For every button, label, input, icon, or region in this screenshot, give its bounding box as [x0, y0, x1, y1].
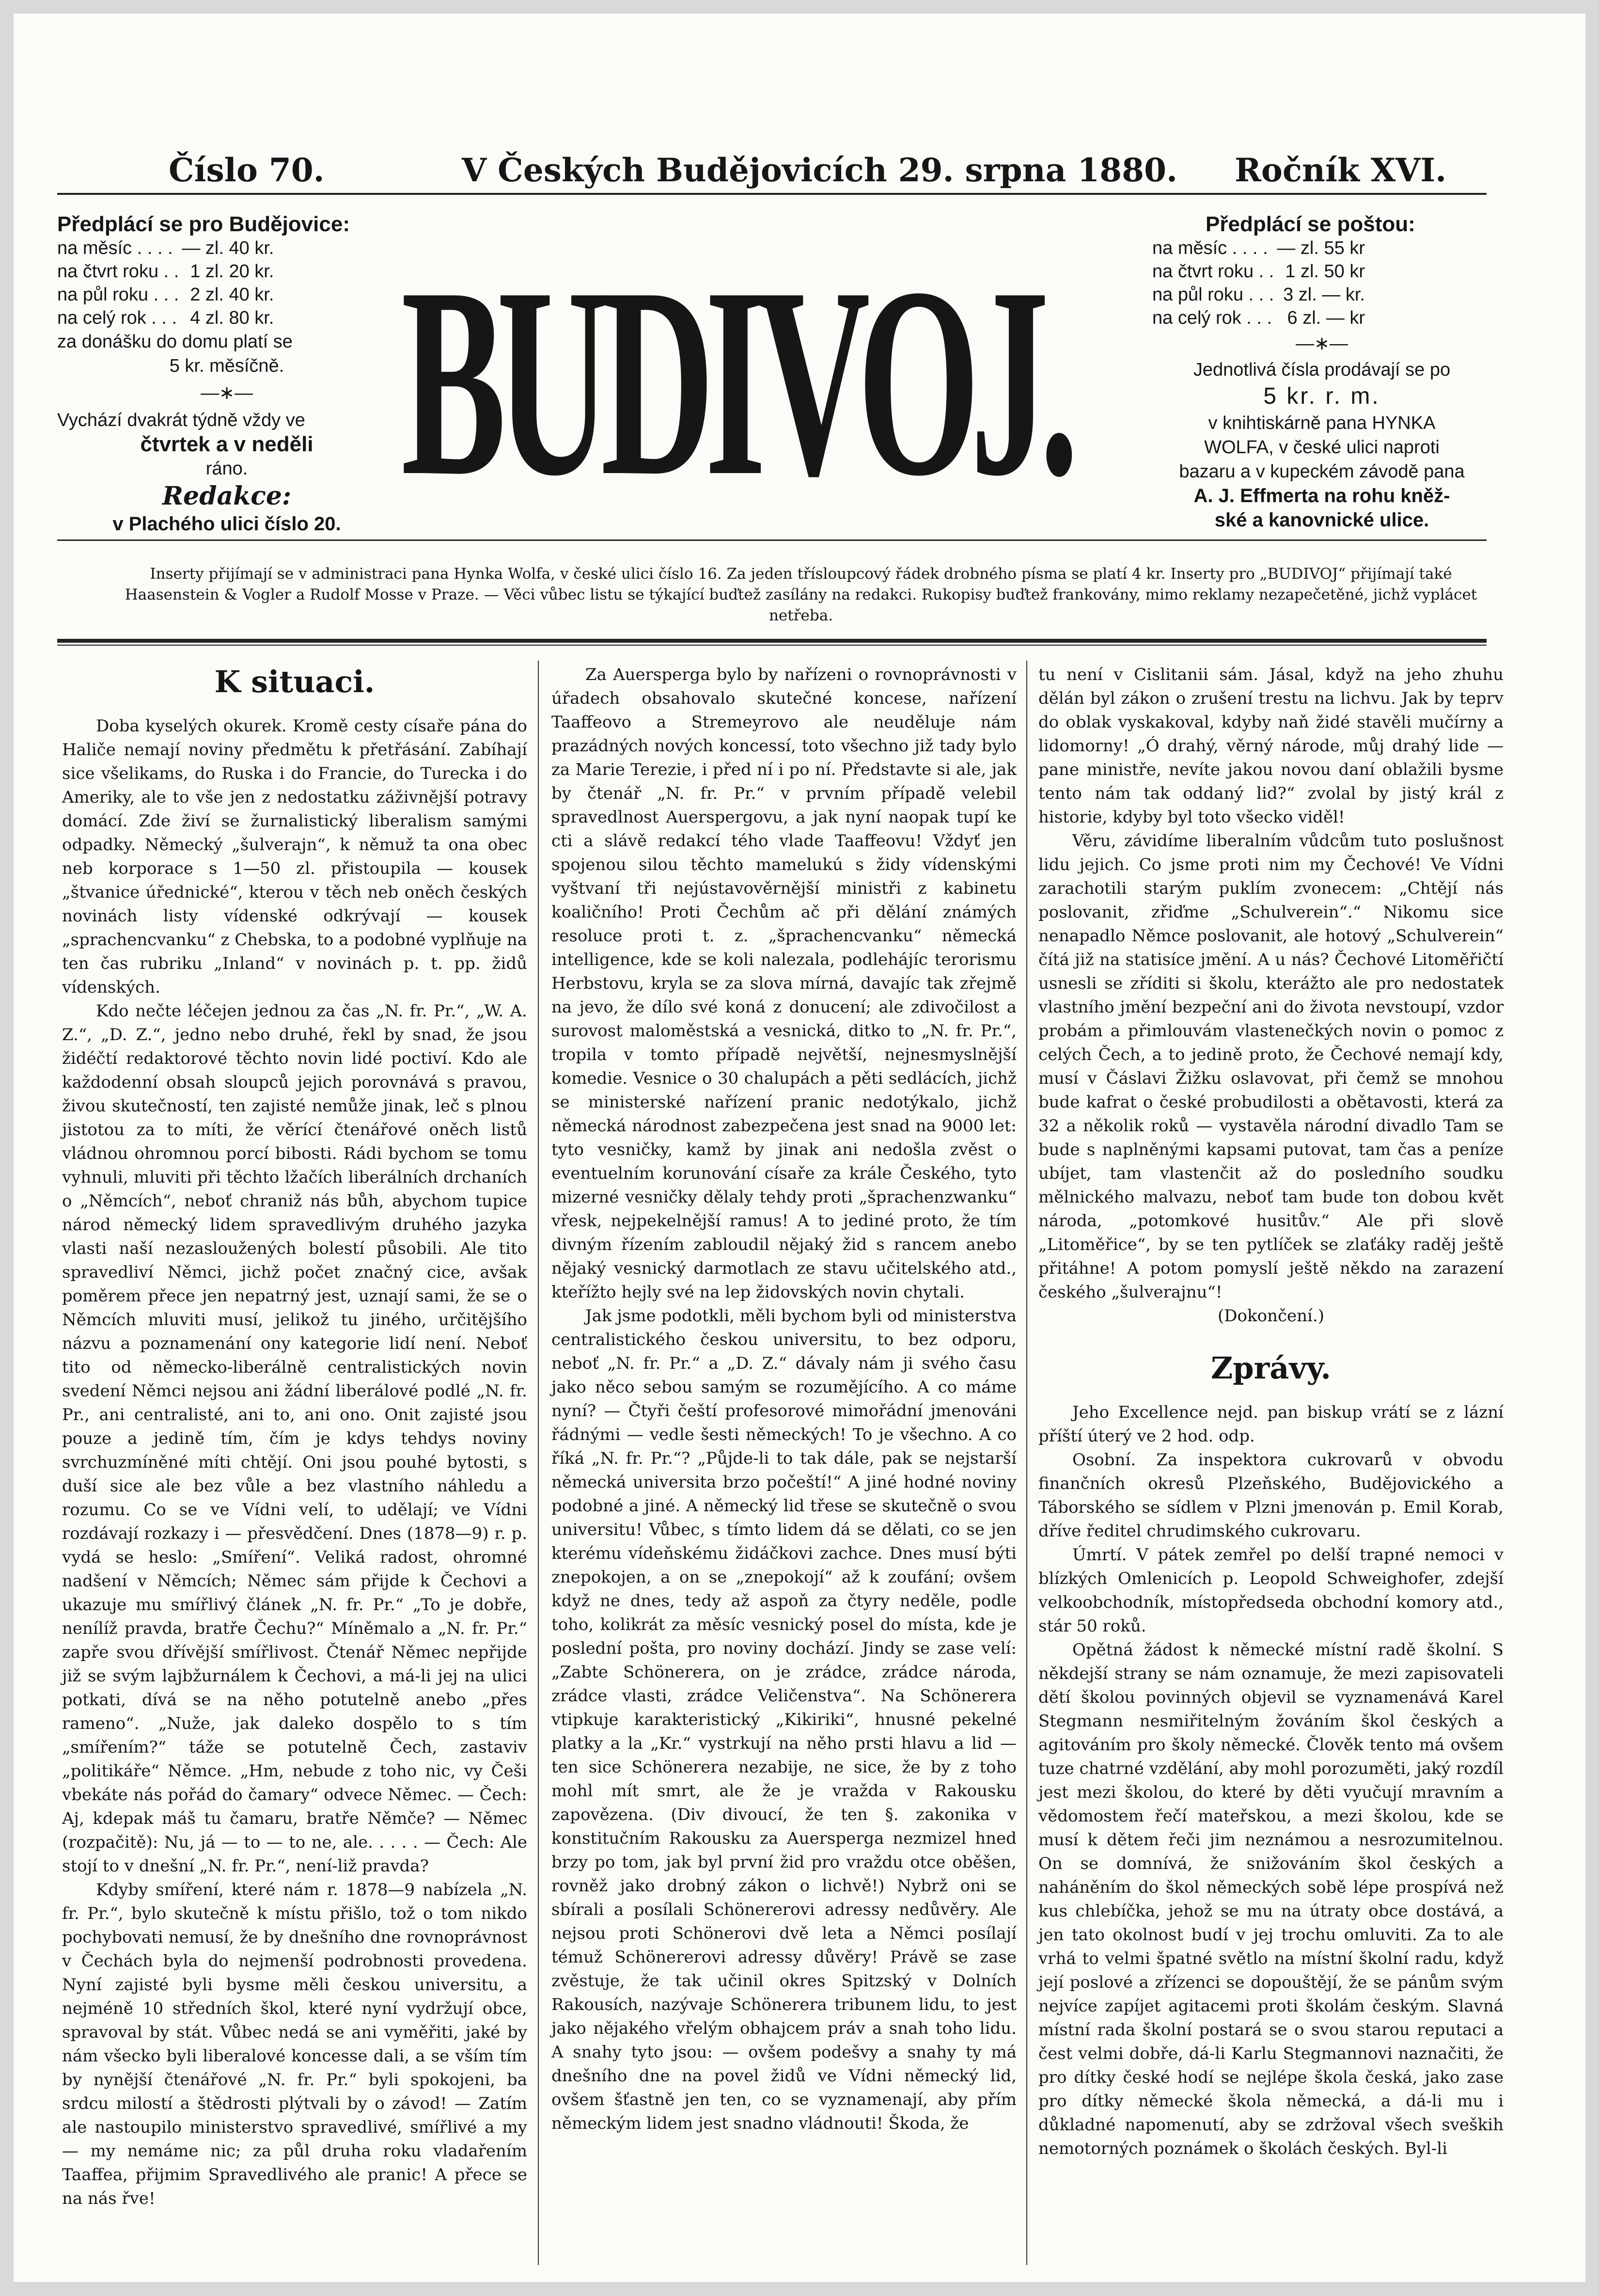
article-paragraph: Kdo nečte léčejen jednou za čas „N. fr. Pr.“, „W. A. Z.“, „D. Z.“, jedno nebo druhé, řekl by snad, že jsou židéčtí redaktorové těchto novin lidé poctiví. Kdo ale každodenní obsah sloupců jejich porovnává s pravou, živou skutečností, ten zajisté nemůže jinak, leč s plnou jistotou za to míti, že věrící čtenářové oněch listů vládnou ohromnou porcí bibosti. Rádi bychom se tomu vyhnuli, mluviti při těchto lžačích liberálních drchaních o „Němcích“, neboť chraniž nás bůh, abychom tupice národ německý lidem spravedlivým druhého jazyka vlasti naší nezasloužených bolestí působili. Ale tito spravedliví Němci, jichž počet značný cice, avšak poměrem přece jen nepatrný jest, uznají sami, že se o Němcích mluviti musí, jelikož tu jiného, určitějšího názvu a poznamenání ony kategorie lidí není. Neboť tito od německo-liberálně centralistických novin svedení Němci nejsou ani žádní liberálové podlé „N. fr. Pr., ani centralisté, ani to, ani ono. Onit zajisté jsou pouze a jedině tím, čím je kdys tehdys noviny svrchuzmíněné míti chtějí. Oni jsou pouhé bytosti, s duší sice ale bez vůle a bez vlastního náhledu a rozumu. Co se ve Vídni velí, to udělají; ve Vídni rozdávají rozkazy i — přesvědčení. Dnes (1878—9) r. p. vydá se heslo: „Smíření“. Veliká radost, ohromné nadšení v Němcích; Němec sám přijde k Čechovi a ukazuje mu smířlivý článek „N. fr. Pr.“ „To je dobře, nenílíž pravda, bratře Čechu?“ Míněmalo a „N. fr. Pr.“ zapře svou dřívější smířlivost. Čtenář Němec nepřijde již se svým lajbžurnálem k Čechovi, a má-li jej na ulici potkati, dívá se na něho potutelně anebo „přes rameno“. „Nuže, jak daleko dospělo to s tím „smířením?“ táže se potutelně Čech, zastaviv „politikáře“ Němce. „Hm, nebude z toho nic, vy Češi vbekáte nás pořád do čamary“ odvece Němec. — Čech: Aj, kdepak máš tu čamaru, bratře Němče? — Němec (rozpačitě): Nu, já — to — to ne, ale. . . . . — Čech: Ale stojí to v dnešní „N. fr. Pr.“, není-liž pravda?: [62, 1001, 527, 1876]
subscription-local-heading: Předplácí se pro Budějovice:: [57, 212, 350, 236]
sales-point-line: A. J. Effmerta na rohu kněž-: [1193, 485, 1450, 507]
newspaper-page: [14, 14, 1585, 2282]
sales-point-line: v knihtiskárně pana HYNKA: [1208, 413, 1436, 433]
masthead-rule: [57, 539, 1487, 541]
article-paragraph: Doba kyselých okurek. Kromě cesty císaře pána do Haliče nemají noviny předmětu k přetřásání. Zabíhají sice všelikams, do Ruska i do Francie, do Turecka i do Ameriky, ale to vše jen z nedostatku záživnější potravy domácí. Zde živí se žurnalistický liberalism samými odpadky. Německý „šulverajn“, k němuž ta ona obec neb korporace s 1—50 zl. přistoupila — kousek „štvanice úřednické“, kterou v těch neb oněch českých novinách listy vídenské odkrývají — kousek „sprachencvanku“ z Chebska, to a podobné vyplňuje na ten čas rubriku „Inland“ v novinách p. t. pp. židů vídenských.: [62, 716, 527, 997]
price-row: na měsíc . . . . — zl. 40 kr.: [57, 238, 274, 258]
single-issue-price: 5 kr. r. m.: [1263, 383, 1380, 409]
delivery-note: za donášku do domu platí se: [57, 332, 293, 352]
news-item: Opětná žádost k německé místní radě školní. S někdejší strany se nám oznamuje, že mezi zapisovateli dětí školou povinných objevil se vyznamenává Karel Stegmann nesmiřitelným žováním škol českých a agitováním pro školy německé. Člověk tento má ovšem tuze chatrné vzdělání, aby mohl porozuměti, jaký rozdíl jest mezi školou, do které by děti vyučují mravním a vědomostem řečí mateřskou, a mezi školou, kde se musí k dětem řeči jim neznámou a nesrozumitelnou. On se domnívá, že snižováním škol českých a naháněním do škol německých sobě lépe prospívá než kus chlebíčka, jehož se mu na útraty obce dostává, a jen tato okolnost budí v jej trochu omluviti. Za to ale vrhá to velmi špatné světlo na místní školní radu, když její poslové a zřízenci se dopouštějí, že se pánům svým nejvíce zapíjet agitacemi proti školám českým. Slavná místní rada školní postará se o svou starou reputaci a čest velmi dobře, dá-li Karlu Stegmannovi naznačiti, že pro dítky české hodí se nejlépe škola česká, jako zase pro dítky německé škola německá, a dá-li mu i důkladné napomenutí, aby se zdržoval všech sveških nemotorných poznámek o školách českých. Byl-li: [1038, 1640, 1504, 2158]
subscription-post-box: [1152, 212, 1491, 532]
column-divider: [1026, 661, 1027, 2265]
ornament-divider: —∗—: [1296, 333, 1348, 354]
price-row: na půl roku . . . 2 zl. 40 kr.: [57, 285, 274, 305]
sales-point-line: bazaru a v kupeckém závodě pana: [1179, 461, 1465, 482]
article-paragraph: Kdyby smíření, které nám r. 1878—9 nabízela „N. fr. Pr.“, bylo skutečně k místu přišlo, tož o tom nikdo pochybovati nemusí, že by dnešního dne rovnoprávnost v Čechách byla do nejmenší podrobnosti provedena. Nyní zajisté byli bysme měli českou universitu, a nejméně 10 středních škol, které nyní vydržují obce, spravoval by stát. Vůbec nedá se ani vyměřiti, jaké by nám všecko byli liberalové koncesse dali, a se vším tím by nynější čtenářové „N. fr. Pr.“ byli spokojeni, ba srdcu milostí a štědrosti plýtvali by o závod! — Zatím ale nastoupilo ministerstvo spravedlivé, smířlivé a my — my nemáme nic; za půl druha roku vladařením Taaffea, přijmim Spravedlivého ale pranic! A přece se na nás řve!: [62, 1880, 527, 2208]
double-rule-thin: [57, 645, 1487, 646]
column-3: [1038, 663, 1504, 2161]
redakce-address: v Plachého ulici číslo 20.: [112, 513, 341, 535]
publish-days: čtvrtek a v neděli: [140, 432, 314, 456]
redakce-title: Redakce:: [162, 481, 292, 511]
sales-point-line: ské a kanovnické ulice.: [1214, 509, 1429, 531]
place-date: V Českých Budějovicích 29. srpna 1880.: [462, 151, 1178, 189]
article-paragraph: Věru, závidíme liberalním vůdcům tuto poslušnost lidu jejich. Co jsme proti nim my Čechové! Ve Vídni zarachotili starým puklím zvonecem: „Chtějí nás poslovanit, zřiďme „Schulverein“.“ Nikomu sice nenapadlo Němce poslovanit, ale hotový „Schulverein“ čítá již na statisíce jmění. A u nás? Čechové Litoměřičtí usnesli se zříditi si školu, kterážto ale pro nedostatek vlastního jmění bezpeční ani do života nevstoupí, vzdor probám a přimlouvám vlastenečkých novin o pomoc z celých Čech, a to jedině proto, že Čechové nemají kdy, musí v Čáslavi Žižku oslavovat, při čemž se mnohou bude kafrat o české probudilosti a obětavosti, která za 32 a několik roků — vystavěla národní divadlo Tam se bude s naplněnými kapsami putovat, tam čas a peníze ubíjet, tam vlastenčit až do posledního soudku mělnického malvazu, neboť tam bude ton dobou květ národa, „potomkové husitův.“ Ale při slově „Litoměřice“, by se ten pytlíček se zlaťáky raděj ještě přitáhne! A potom pomyslí ještě někdo na zarazení českého „šulverajnu“!: [1038, 831, 1504, 1302]
price-row: na půl roku . . . 3 zl. — kr.: [1152, 285, 1365, 305]
article-paragraph: Jak jsme podotkli, měli bychom byli od ministerstva centralistického českou universitu, to bez odporu, neboť „N. fr. Pr.“ a „D. Z.“ dávaly nám ji svého času jako něco sebou samým se rozumějícího. A co máme nyní? — Čtyři čeští profesorové mimořádní jmenováni řádnými — vedle šesti německých! To je všechno. A co říká „N. fr. Pr.“? „Půjde-li to tak dále, pak se nejstarší německá universita brzo počeští!“ A jiné hodné noviny podobné a jiné. A německý lid třese se skutečně o svou universitu! Vůbec, s tímto lidem dá se dělati, co se jen kterému vídeňskému židáčkovi zachce. Dnes musí býti znepokojen, a on se „znepokojí“ až k zoufání; ovšem když ne dnes, tedy až aspoň za čtyry neděle, podle toho, kolikrát za měsíc vesnický posel do místa, kde je poslední pošta, pro noviny dochází. Jindy se zase velí: „Zabte Schönerera, on je zrádce, zrádce národa, zrádce vlasti, zrádce Veličenstva“. Na Schönerera vtipkuje karakteristický „Kikiriki“, hnusné pekelné platky a la „Kr.“ vystrkují na něho prsti hlavu a lid — ten sice Schönerera nezabije, ne sice, že by z toho mohl mít smrt, ale že je vražda v Rakousku zapovězena. (Div divoucí, že ten §. zakonika v konstitučním Rakousku za Auersperga nezmizel hned brzy po tom, jak byl první žid pro vraždu otce oběšen, rovněž jako drobný zákon o lichvě!) Nybrž oni se sbírali a posílali Schönererovi adressy nedůvěry. Ale nejsou proti Schönerovi dvě leta a Němci posílají témuž Schönererovi adressy důvěry! Právě se zase zvěstuje, že tak učinil okres Spitzský v Dolních Rakousích, nazývaje Schönerera tribunem lidu, to jest jako nějakého vřelým obhajcem práv a snah toho lidu. A snahy tyto jsou: — ovšem podešvy a snahy ty má dnešního dne na povel židů ve Vídni německý lid, ovšem šťastně jen ten, co se vyznamenají, aby přím německým lidem jest snadno vládnouti! Škoda, že: [551, 1306, 1017, 2133]
subscription-post-heading: Předplácí se poštou:: [1206, 212, 1415, 236]
news-item: Úmrtí. V pátek zemřel po delší trapné nemoci v blízkých Omlenicích p. Leopold Schweighofer, zdejší velkoobchodník, místopředseda obchodní komory atd., stár 50 roků.: [1038, 1545, 1504, 1636]
column-divider: [538, 661, 539, 2265]
subscription-local-table: [57, 237, 277, 330]
news-item: Osobní. Za inspektora cukrovarů v obvodu finančních okresů Plzeňského, Budějovického a Táborského se sídlem v Plzni jmenován p. Emil Korab, dříve ředitel chrudimského cukrovaru.: [1038, 1450, 1504, 1541]
delivery-price: 5 kr. měsíčně.: [169, 356, 284, 376]
masthead-title: BUDIVOJ.: [401, 232, 1069, 532]
article-paragraph: tu není v Cislitanii sám. Jásal, když na jeho zhuhu dělán byl zákon o zrušení trestu na lichvu. Jak by teprv do oblak vyskakoval, kdyby naň židé stavěli mučírny a lidomorny! „Ó drahý, věrný národe, můj drahý lide — pane ministře, nevíte jakou novou daní oblažili bysme tento nám tak oddaný lid?“ zvolal by jistý král z historie, kdyby byl toto všecko viděl!: [1038, 665, 1504, 827]
article-heading: K situaci.: [214, 664, 375, 699]
news-heading: Zprávy.: [1211, 1350, 1331, 1386]
article-continued-note: (Dokončení.): [1218, 1306, 1324, 1326]
price-row: na měsíc . . . . — zl. 55 kr: [1152, 238, 1365, 258]
column-2: [551, 663, 1017, 2136]
price-row: na čtvrt roku . . 1 zl. 20 kr.: [57, 261, 274, 282]
volume-number: Ročník XVI.: [1235, 151, 1447, 189]
column-1: [62, 663, 527, 2211]
news-item: Jeho Excellence nejd. pan biskup vrátí se z lázní příští úterý ve 2 hod. odp.: [1038, 1403, 1504, 1446]
top-rule: [57, 193, 1487, 195]
sales-point-line: WOLFA, v české ulici naproti: [1204, 437, 1440, 458]
price-row: na čtvrt roku . . 1 zl. 50 kr: [1152, 261, 1365, 282]
publish-time: ráno.: [205, 459, 248, 479]
double-rule: [57, 639, 1487, 643]
subscription-local-box: [57, 212, 396, 536]
article-paragraph: Za Auersperga bylo by nařízeni o rovnoprávnosti v úřadech obsahovalo skutečné koncese, nařízení Taaffeovo a Stremeyrovo ale neuděluje nám prazádných nových koncessí, toto všechno již tady bylo za Marie Terezie, i před ní i po ní. Představte si ale, jak by čtenář „N. fr. Pr.“ v prvním případě velebil spravedlnost Auerspergovu, a jak nyní naopak tupí ke cti a slávě redakcí tého vlade Taaffeovu! Vždyť jen spojenou silou těchto mamelukú s židy vídenskými vyštvaní tři nejústavověrnější ministři z kabinetu koaličního! Proti Čechům ač při dělání známých resoluce proti t. z. „šprachencvanku“ německá intelligence, kde se koli nalezala, podlehájíc terorismu Herbstovu, kryla se za slova mírná, davajíc tak zřejmě na jevo, že dílo své koná z donucení; ale zdivočilost a surovost maloměstská a vesnická, ditko to „N. fr. Pr.“, tropila v tomto případě největší, nejnesmyslnější komedie. Vesnice o 30 chalupách a pěti sedlácích, jichž se ministerské nařízení pranic nedotýkalo, jichž německá národnost zabezpečena jest snad na 9000 let: tyto vesničky, kamž by jinak ani nedošla zvěst o eventuelním korunování císaře za krále Českého, tyto mizerné vesničky dělaly tehdy proti „šprachenzwanku“ vřesk, nejpekelnější ramus! A to jediné proto, že tím divným řízením zabloudil nějaký žid s rancem anebo nějaký vesnický darmotlach ze stavu učitelského atd., kteřížto hejly své na lep židovských novin chytali.: [551, 665, 1017, 1302]
price-row: na celý rok . . . 6 zl. — kr: [1152, 308, 1365, 328]
publish-note: Vychází dvakrát týdně vždy ve: [57, 410, 305, 430]
price-row: na celý rok . . . 4 zl. 80 kr.: [57, 308, 274, 328]
single-issue-note: Jednotlivá čísla prodávají se po: [1193, 360, 1451, 380]
subscription-post-table: [1152, 237, 1368, 330]
ornament-divider: —∗—: [201, 383, 253, 403]
issue-number: Číslo 70.: [169, 151, 325, 189]
advertising-notice: Inserty přijímají se v administraci pana Hynka Wolfa, v české ulici číslo 16. Za jeden třísloupcový řádek drobného písma se platí 4 kr. Inserty pro „BUDIVOJ“ přijímají také Haasenstein & Vogler a Rudolf Mosse v Praze. — Věci vůbec listu se týkající buďtež zasílány na redakci. Rukopisy buďtež frankovány, mimo reklamy nezapečetěné, jichž vyplácet netřeba.: [125, 565, 1477, 624]
